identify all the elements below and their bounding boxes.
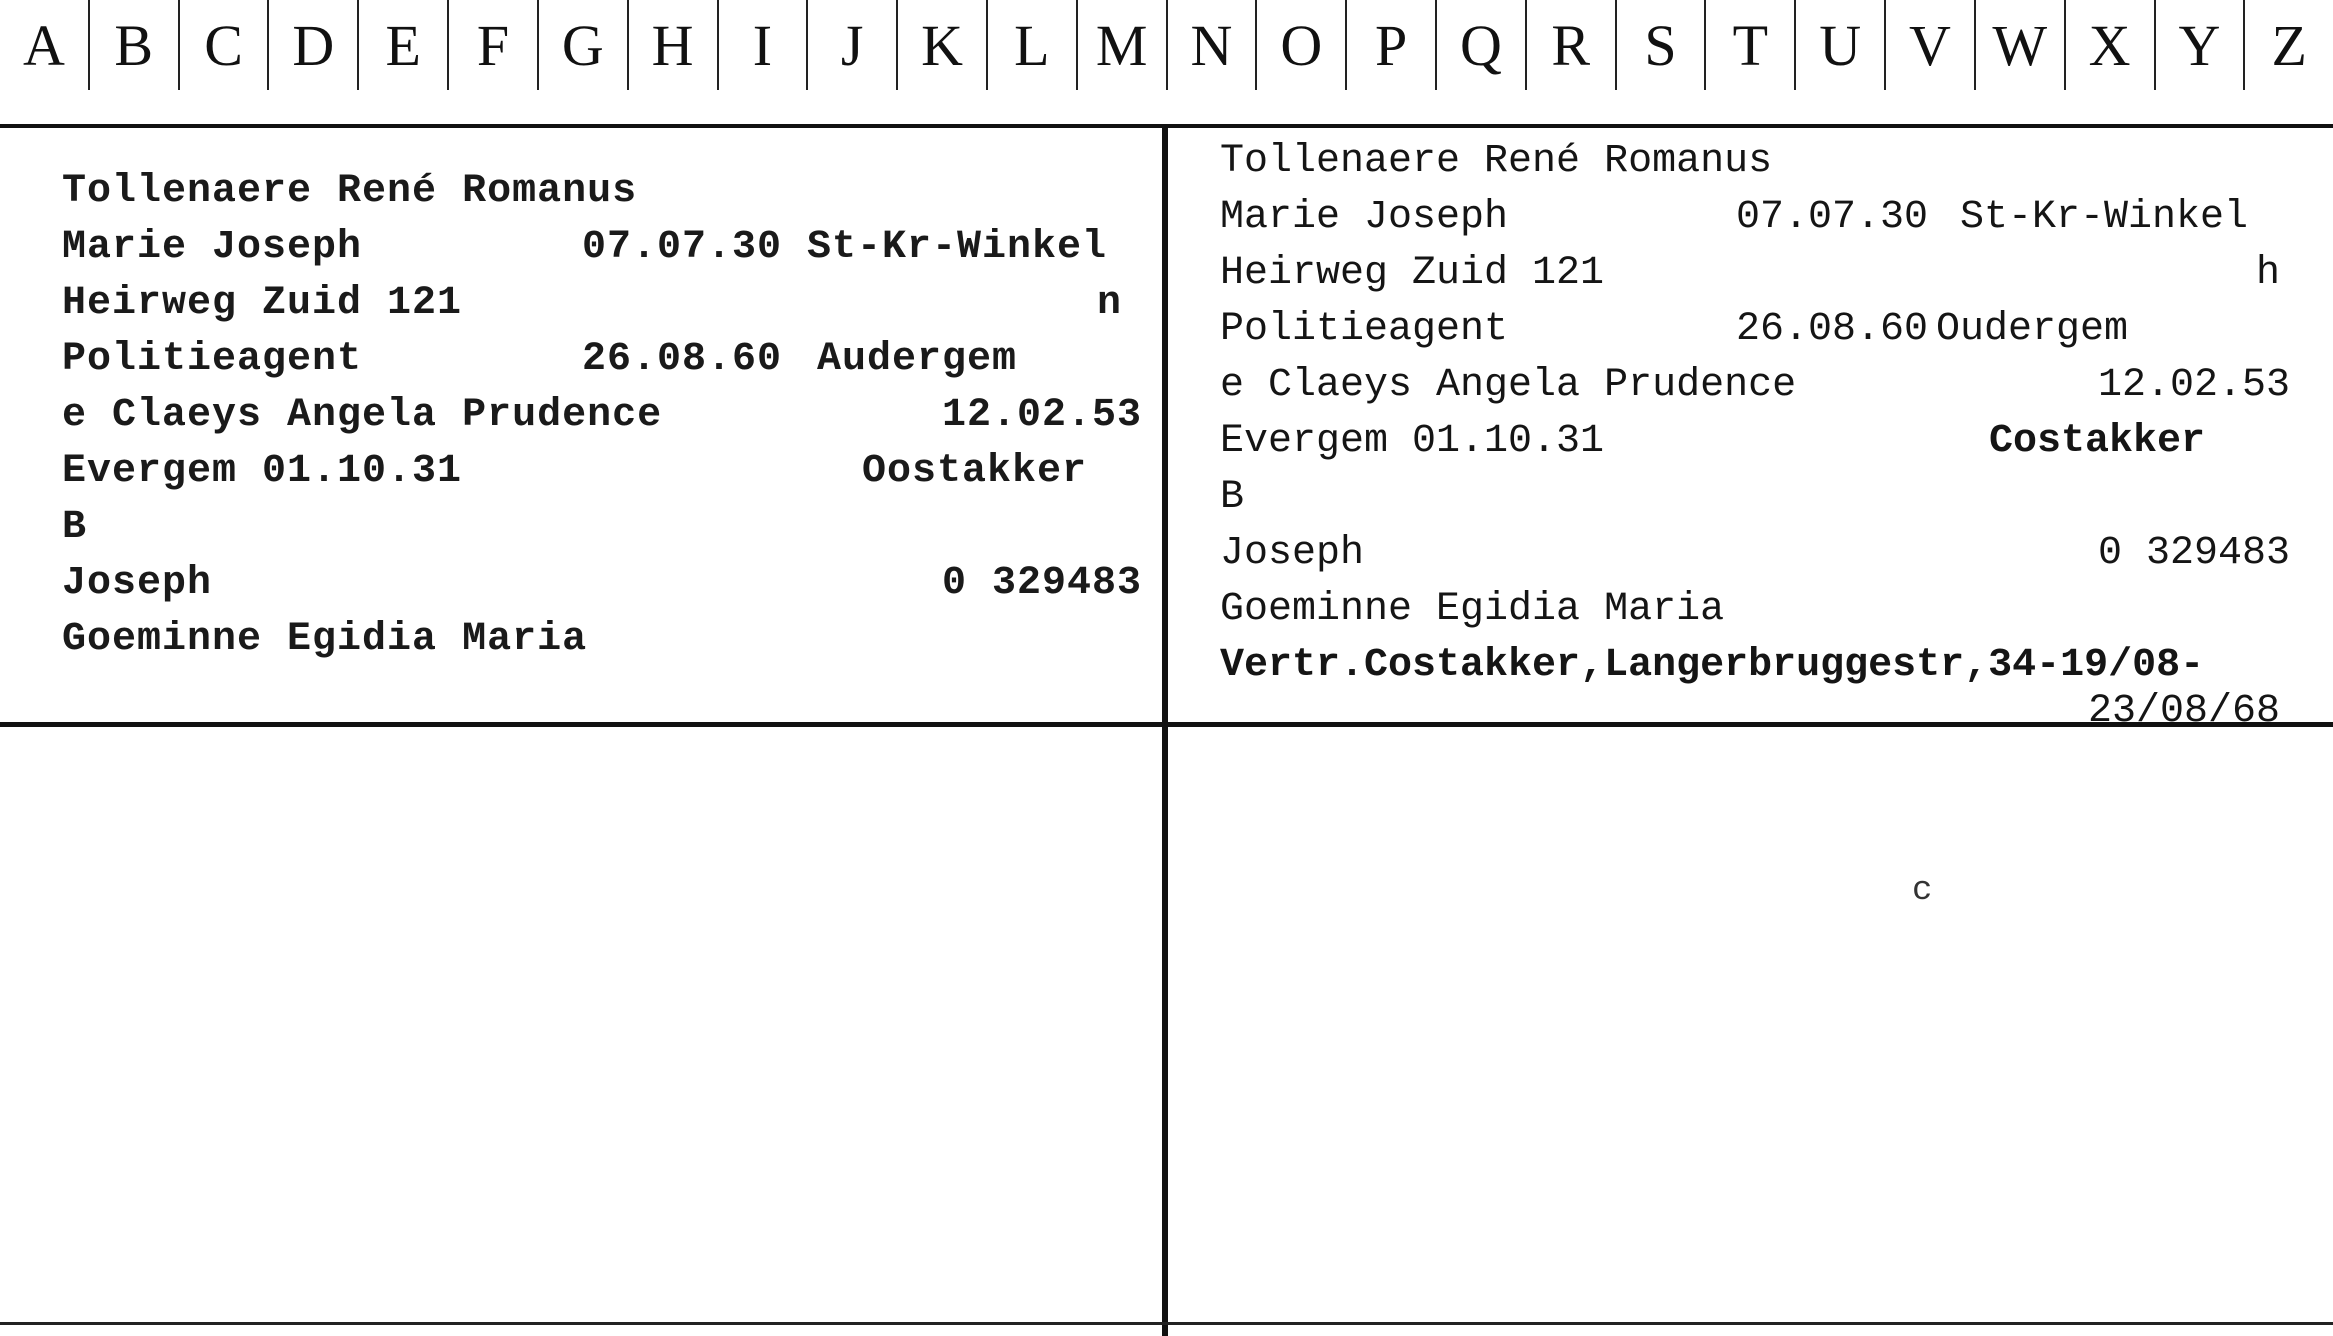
father-row bbox=[1220, 526, 2300, 582]
letter-tab-d: D bbox=[269, 0, 359, 90]
date-2: 26.08.60 bbox=[582, 337, 783, 382]
spouse-birth-row bbox=[1220, 414, 2300, 470]
mother-name: Goeminne Egidia Maria bbox=[62, 617, 588, 662]
letter-tab-y: Y bbox=[2156, 0, 2246, 90]
address: Heirweg Zuid 121 bbox=[1220, 251, 1605, 296]
address: Heirweg Zuid 121 bbox=[62, 281, 463, 326]
letter-tab-c: C bbox=[180, 0, 270, 90]
mother-name: Goeminne Egidia Maria bbox=[1220, 587, 1725, 632]
letter-tab-j: J bbox=[808, 0, 898, 90]
letter-tab-o: O bbox=[1257, 0, 1347, 90]
occupation: Politieagent bbox=[62, 337, 363, 382]
address-row bbox=[62, 276, 1142, 332]
letter-tab-v: V bbox=[1886, 0, 1976, 90]
birth-place: St-Kr-Winkel bbox=[807, 225, 1108, 270]
full-name: Tollenaere René Romanus bbox=[62, 169, 638, 214]
letter-tab-r: R bbox=[1527, 0, 1617, 90]
bottom-border-line bbox=[0, 1322, 2333, 1325]
spouse-row bbox=[1220, 358, 2300, 414]
category-code: B bbox=[62, 505, 88, 550]
letter-tab-b: B bbox=[90, 0, 180, 90]
stray-mark: c bbox=[1912, 872, 1933, 910]
date-3: 12.02.53 bbox=[2097, 363, 2290, 408]
given-row bbox=[1220, 190, 2300, 246]
letter-tab-h: H bbox=[629, 0, 719, 90]
father-row bbox=[62, 556, 1142, 612]
letter-tab-l: L bbox=[988, 0, 1078, 90]
place-3: Oostakker bbox=[861, 449, 1087, 494]
letter-tab-f: F bbox=[449, 0, 539, 90]
letter-tab-a: A bbox=[0, 0, 90, 90]
letter-tab-z: Z bbox=[2271, 12, 2307, 78]
spouse-row bbox=[62, 388, 1142, 444]
note-date-row bbox=[1220, 689, 2300, 734]
birth-place: St-Kr-Winkel bbox=[1960, 195, 2249, 240]
category-code: B bbox=[1220, 475, 1245, 520]
spouse-birth: Evergem 01.10.31 bbox=[1220, 419, 1605, 464]
spouse-birth: Evergem 01.10.31 bbox=[62, 449, 463, 494]
father-name: Joseph bbox=[62, 561, 213, 606]
occupation-row bbox=[1220, 302, 2300, 358]
letter-tab-u: U bbox=[1796, 0, 1886, 90]
vertical-divider bbox=[1162, 124, 1168, 1336]
spouse-name: e Claeys Angela Prudence bbox=[62, 393, 663, 438]
spouse-birth-row bbox=[62, 444, 1142, 500]
letter-tab-w: W bbox=[1976, 0, 2066, 90]
father-name: Joseph bbox=[1220, 531, 1365, 576]
given-row bbox=[62, 220, 1142, 276]
letter-tab-x: X bbox=[2066, 0, 2156, 90]
record-number: 0 329483 bbox=[941, 561, 1142, 606]
category-row bbox=[1220, 470, 2300, 526]
full-name: Tollenaere René Romanus bbox=[1220, 139, 1773, 184]
transfer-date: 23/08/68 bbox=[2087, 689, 2280, 734]
place-3: Costakker bbox=[1988, 419, 2205, 464]
place-2: Oudergem bbox=[1936, 307, 2129, 352]
letter-tab-p: P bbox=[1347, 0, 1437, 90]
date-3: 12.02.53 bbox=[941, 393, 1142, 438]
category-row bbox=[62, 500, 1142, 556]
occupation-row bbox=[62, 332, 1142, 388]
letter-tab-t: T bbox=[1706, 0, 1796, 90]
birth-date: 07.07.30 bbox=[582, 225, 783, 270]
given-names: Marie Joseph bbox=[62, 225, 363, 270]
name-row bbox=[62, 164, 1142, 220]
record-card-left bbox=[62, 164, 1142, 668]
date-2: 26.08.60 bbox=[1736, 307, 1929, 352]
mother-row bbox=[62, 612, 1142, 668]
status-code: h bbox=[2255, 251, 2280, 296]
status-code: n bbox=[1096, 281, 1122, 326]
address-row bbox=[1220, 246, 2300, 302]
letter-tab-g: G bbox=[539, 0, 629, 90]
alphabet-index-strip bbox=[0, 0, 2333, 128]
transfer-note: Vertr.Costakker,Langerbruggestr,34-19/08- bbox=[1220, 643, 2205, 688]
name-row bbox=[1220, 134, 2300, 190]
letter-tab-m: M bbox=[1078, 0, 1168, 90]
occupation: Politieagent bbox=[1220, 307, 1509, 352]
mother-row bbox=[1220, 582, 2300, 638]
spouse-name: e Claeys Angela Prudence bbox=[1220, 363, 1797, 408]
given-names: Marie Joseph bbox=[1220, 195, 1509, 240]
letter-tab-n: N bbox=[1168, 0, 1258, 90]
letter-tab-i: I bbox=[719, 0, 809, 90]
letter-tab-s: S bbox=[1617, 0, 1707, 90]
record-number: 0 329483 bbox=[2097, 531, 2290, 576]
record-card-right bbox=[1220, 134, 2300, 734]
birth-date: 07.07.30 bbox=[1736, 195, 1929, 240]
letter-tab-q: Q bbox=[1437, 0, 1527, 90]
letter-tab-e: E bbox=[359, 0, 449, 90]
letter-tab-k: K bbox=[898, 0, 988, 90]
place-2: Audergem bbox=[817, 337, 1018, 382]
